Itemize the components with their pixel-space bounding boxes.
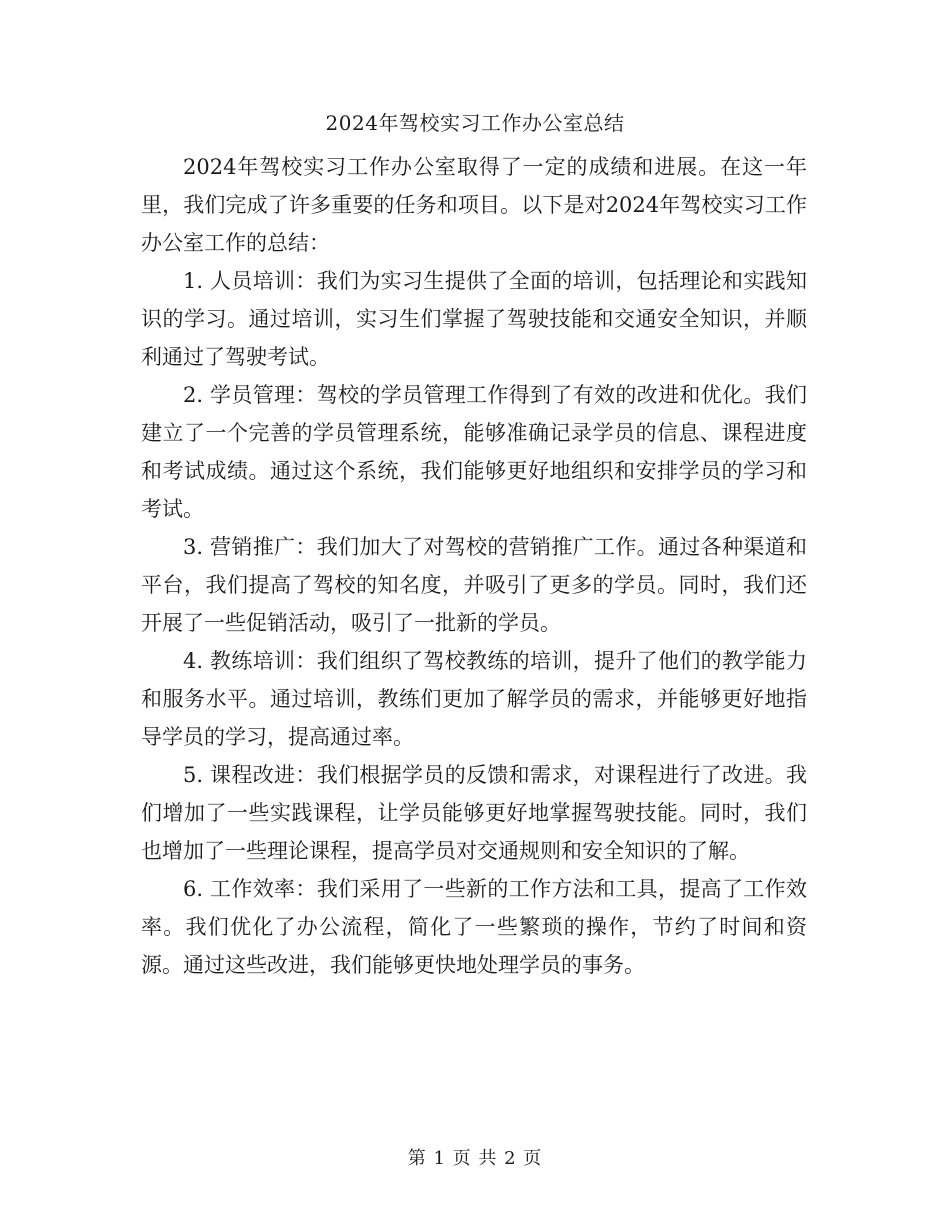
page-number-footer: 第 1 页 共 2 页 — [407, 1148, 543, 1169]
paragraph-marketing: 3. 营销推广：我们加大了对驾校的营销推广工作。通过各种渠道和平台，我们提高了驾校的知名度，并吸引了更多的学员。同时，我们还开展了一些促销活动，吸引了一批新的学员。 — [141, 535, 807, 635]
paragraph-work-efficiency: 6. 工作效率：我们采用了一些新的工作方法和工具，提高了工作效率。我们优化了办公流程，简化了一些繁琐的操作，节约了时间和资源。通过这些改进，我们能够更快地处理学员的事务。 — [141, 877, 807, 977]
paragraph-student-management: 2. 学员管理：驾校的学员管理工作得到了有效的改进和优化。我们建立了一个完善的学员管理系统，能够准确记录学员的信息、课程进度和考试成绩。通过这个系统，我们能够更好地组织和安排学员的学习和考试。 — [141, 383, 807, 521]
paragraph-course-improvement: 5. 课程改进：我们根据学员的反馈和需求，对课程进行了改进。我们增加了一些实践课程，让学员能够更好地掌握驾驶技能。同时，我们也增加了一些理论课程，提高学员对交通规则和安全知识的了解。 — [141, 763, 807, 863]
paragraph-coach-training: 4. 教练培训：我们组织了驾校教练的培训，提升了他们的教学能力和服务水平。通过培训，教练们更加了解学员的需求，并能够更好地指导学员的学习，提高通过率。 — [141, 649, 807, 749]
paragraph-staff-training: 1. 人员培训：我们为实习生提供了全面的培训，包括理论和实践知识的学习。通过培训，实习生们掌握了驾驶技能和交通安全知识，并顺利通过了驾驶考试。 — [141, 269, 807, 369]
document-body — [141, 148, 807, 984]
document-title: 2024年驾校实习工作办公室总结 — [325, 111, 625, 135]
intro-paragraph: 2024年驾校实习工作办公室取得了一定的成绩和进展。在这一年里，我们完成了许多重要的任务和项目。以下是对2024年驾校实习工作办公室工作的总结： — [141, 155, 807, 255]
